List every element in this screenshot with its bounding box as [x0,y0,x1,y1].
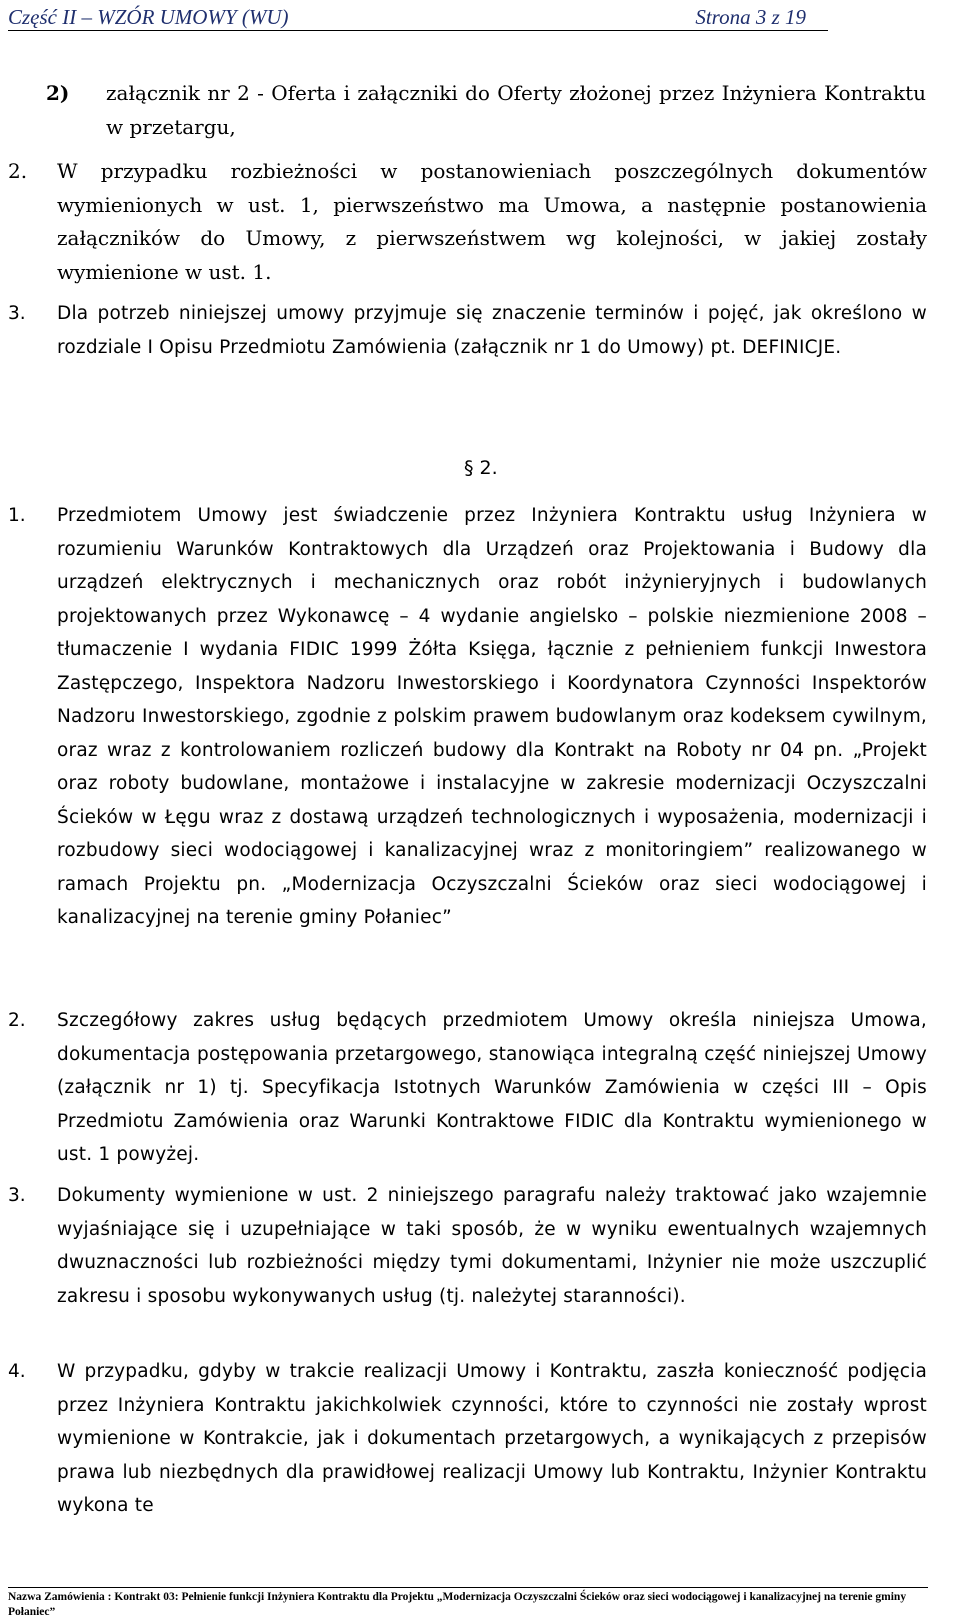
paragraph-definitions: Dla potrzeb niniejszej umowy przyjmuje się znaczenie terminów i pojęć, jak określono w rozdziale I Opisu Przedmiotu Zamówienia (załącznik nr 1 do Umowy) pt. DEFINICJE. [57,303,927,358]
paragraph-number: 2. [8,1010,26,1031]
page-footer: Nazwa Zamówienia : Kontrakt 03: Pełnienie funkcji Inżyniera Kontraktu dla Projektu „Modernizacja Oczyszczalni Ścieków oraz sieci wodociągowej i kanalizacyjnej na terenie gminy Połaniec” [8,1587,928,1620]
paragraph-additional-actions: W przypadku, gdyby w trakcie realizacji Umowy i Kontraktu, zaszła konieczność podjęcia przez Inżyniera Kontraktu jakichkolwiek czynności, które to czynności nie zostały wprost wymienione w Kontrakcie, jak i dokumentach przetargowych, a wynikających z przepisów prawa lub niezbędnych dla prawidłowej realizacji Umowy lub Kontraktu, Inżynier Kontraktu wykona te [57,1361,927,1516]
section-heading: § 2. [464,457,498,479]
attachment-item: załącznik nr 2 - Oferta i załączniki do Oferty złożonej przez Inżyniera Kontraktu w przetargu, [106,81,926,139]
header-title: Część II – WZÓR UMOWY (WU) [8,5,289,29]
paragraph-number: 3. [8,303,26,324]
item-number: 2) [46,81,70,105]
paragraph-number: 4. [8,1361,26,1382]
page-number: Strona 3 z 19 [695,5,806,29]
paragraph-number: 2. [8,159,28,183]
paragraph-subject: Przedmiotem Umowy jest świadczenie przez Inżyniera Kontraktu usług Inżyniera w rozumieniu Warunków Kontraktowych dla Urządzeń oraz Projektowania i Budowy dla urządzeń elektrycznych i mechanicznych oraz robót inżynieryjnych i budowlanych projektowanych przez Wykonawcę – 4 wydanie angielsko – polskie niezmienione 2008 – tłumaczenie I wydania FIDIC 1999 Żółta Księga, łącznie z pełnieniem funkcji Inwestora Zastępczego, Inspektora Nadzoru Inwestorskiego i Koordynatora Czynności Inspektorów Nadzoru Inwestorskiego, zgodnie z polskim prawem budowlanym oraz kodeksem cywilnym, oraz wraz z kontrolowaniem rozliczeń budowy dla Kontrakt na Roboty nr 04 pn. „Projekt oraz roboty budowlane, montażowe i instalacyjne w zakresie modernizacji Oczyszczalni Ścieków w Łęgu wraz z dostawą urządzeń technologicznych i wyposażenia, modernizacji i rozbudowy sieci wodociągowej i kanalizacyjnej wraz z monitoringiem” realizowanego w ramach Projektu pn. „Modernizacja Oczyszczalni Ścieków oraz sieci wodociągowej i kanalizacyjnej na terenie gminy Połaniec” [57,505,927,928]
paragraph-scope: Szczegółowy zakres usług będących przedmiotem Umowy określa niniejsza Umowa, dokumentacja postępowania przetargowego, stanowiąca integralną część niniejszej Umowy (załącznik nr 1) tj. Specyfikacja Istotnych Warunków Zamówienia w części III – Opis Przedmiotu Zamówienia oraz Warunki Kontraktowe FIDIC dla Kontraktu wymienionego w ust. 1 powyżej. [57,1010,927,1165]
paragraph-precedence: W przypadku rozbieżności w postanowieniach poszczególnych dokumentów wymienionych w ust. 1, pierwszeństwo ma Umowa, a następnie postanowienia załączników do Umowy, z pierwszeństwem wg kolejności, w jakiej zostały wymienione w ust. 1. [57,159,927,284]
paragraph-number: 3. [8,1185,26,1206]
paragraph-number: 1. [8,505,26,526]
paragraph-documents: Dokumenty wymienione w ust. 2 niniejszego paragrafu należy traktować jako wzajemnie wyjaśniające się i uzupełniające w taki sposób, że w wyniku ewentualnych wzajemnych dwuznaczności lub rozbieżności między tymi dokumentami, Inżynier nie może uszczuplić zakresu i sposobu wykonywanych usług (tj. należytej staranności). [57,1185,927,1307]
page-header [8,2,828,31]
